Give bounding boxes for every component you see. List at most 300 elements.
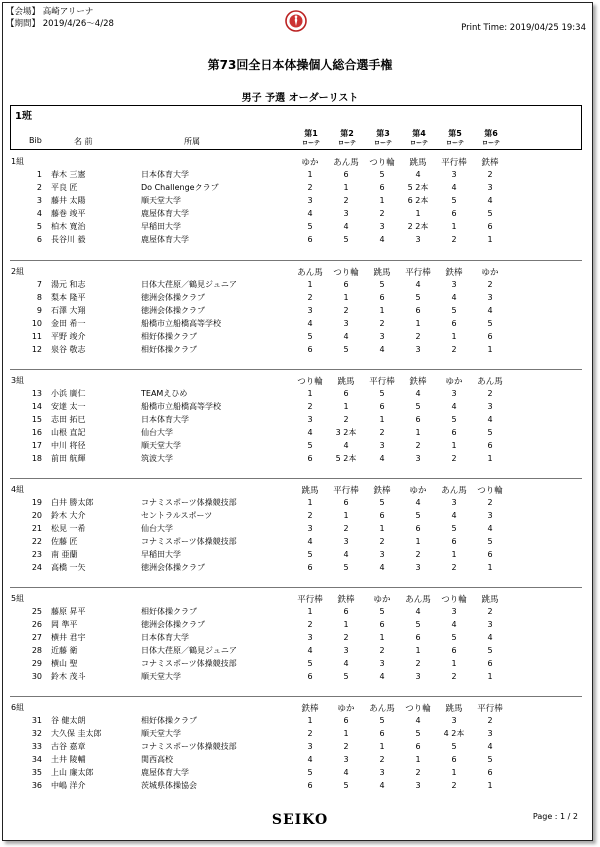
rotation-order: 2 [307, 729, 313, 738]
rotation-order: 3 [379, 550, 385, 559]
rotation-order: 1 [415, 209, 421, 218]
rotation-sub: ローテ [409, 140, 428, 147]
group-name: 4組 [11, 485, 25, 494]
rotation-order: 1 [379, 524, 385, 533]
document-subtitle: 男子 予選 オーダーリスト [241, 93, 359, 104]
athlete-row [0, 561, 600, 574]
rotation-order: 4 [487, 306, 493, 315]
rotation-order: 1 [307, 498, 313, 507]
rotation-order: 2 [415, 768, 421, 777]
rotation-label: 第2 [340, 129, 354, 138]
rotation-order: 1 [451, 768, 457, 777]
rotation-order: 4 [307, 209, 313, 218]
rotation-order: 6 [415, 633, 421, 642]
rotation-order: 2 [343, 524, 349, 533]
apparatus-header: あん馬 [477, 377, 503, 387]
rotation-order: 5 [451, 633, 457, 642]
rotation-order: 4 2本 [443, 729, 465, 738]
rotation-order: 5 [451, 524, 457, 533]
athlete-affiliation: 相好体操クラブ [141, 607, 197, 616]
athlete-row [0, 220, 600, 233]
rotation-order: 2 [487, 607, 493, 616]
athlete-affiliation: 筑波大学 [141, 454, 173, 463]
rotation-order: 3 [379, 332, 385, 341]
athlete-row [0, 452, 600, 465]
rotation-order: 1 [307, 716, 313, 725]
rotation-order: 4 [379, 454, 385, 463]
apparatus-header: 跳馬 [301, 486, 319, 496]
rotation-order: 3 [379, 659, 385, 668]
rotation-order: 3 [487, 620, 493, 629]
athlete-bib: 14 [31, 402, 42, 411]
gymnastics-association-emblem-icon [285, 10, 307, 32]
athlete-affiliation: 順天堂大学 [141, 441, 181, 450]
rotation-order: 2 [379, 537, 385, 546]
athlete-affiliation: 相好体操クラブ [141, 345, 197, 354]
rotation-order: 3 [343, 209, 349, 218]
rotation-order: 1 [379, 742, 385, 751]
rotation-order: 3 [307, 633, 313, 642]
rotation-order: 4 [307, 537, 313, 546]
athlete-name: 藤巻 竣平 [51, 209, 86, 218]
rotation-order: 5 [451, 196, 457, 205]
athlete-name: 古谷 嘉章 [51, 742, 86, 751]
rotation-order: 5 [487, 319, 493, 328]
rotation-order: 5 2本 [335, 454, 357, 463]
rotation-order: 2 [343, 415, 349, 424]
rotation-order: 2 [379, 755, 385, 764]
venue-line [6, 6, 114, 18]
group-separator [10, 260, 582, 261]
rotation-order: 3 [343, 755, 349, 764]
page-number: Page : 1 / 2 [532, 812, 578, 821]
athlete-affiliation: 船橋市立船橋高等学校 [141, 319, 221, 328]
rotation-label: 第6 [484, 129, 498, 138]
apparatus-header: あん馬 [405, 595, 431, 605]
apparatus-header: つり輪 [477, 486, 503, 496]
apparatus-header: ゆか [337, 704, 355, 714]
rotation-order: 5 [343, 235, 349, 244]
athlete-row [0, 522, 600, 535]
apparatus-header: 鉄棒 [373, 486, 391, 496]
athlete-name: 白井 勝太郎 [51, 498, 94, 507]
rotation-order: 3 [487, 511, 493, 520]
rotation-order: 1 [451, 659, 457, 668]
rotation-order: 3 [379, 222, 385, 231]
rotation-order: 3 [379, 441, 385, 450]
athlete-affiliation: 早稲田大学 [141, 222, 181, 231]
rotation-order: 4 [343, 768, 349, 777]
athlete-row [0, 727, 600, 740]
rotation-order: 5 [379, 498, 385, 507]
rotation-order: 4 [451, 511, 457, 520]
rotation-order: 6 [379, 293, 385, 302]
rotation-order: 5 [307, 441, 313, 450]
athlete-affiliation: Do Challengeクラブ [141, 183, 219, 192]
rotation-order: 3 [451, 716, 457, 725]
athlete-affiliation: 鹿屋体育大学 [141, 209, 189, 218]
rotation-order: 4 [415, 389, 421, 398]
rotation-order: 5 [415, 293, 421, 302]
rotation-order: 4 [379, 563, 385, 572]
athlete-name: 佐藤 匠 [51, 537, 78, 546]
rotation-order: 1 [451, 222, 457, 231]
rotation-order: 1 [307, 170, 313, 179]
athlete-bib: 23 [31, 550, 42, 559]
rotation-order: 6 [379, 729, 385, 738]
rotation-order: 4 [487, 196, 493, 205]
venue-name: 高崎アリーナ [42, 7, 94, 17]
venue-label: 【会場】 [6, 7, 41, 17]
rotation-order: 6 [487, 768, 493, 777]
rotation-order: 5 [451, 742, 457, 751]
rotation-order: 2 [343, 306, 349, 315]
rotation-order: 3 [343, 646, 349, 655]
rotation-order: 2 [415, 550, 421, 559]
rotation-order: 6 [343, 170, 349, 179]
rotation-order: 5 [307, 768, 313, 777]
rotation-order: 1 [487, 672, 493, 681]
rotation-order: 4 [379, 781, 385, 790]
athlete-name: 横山 聖 [51, 659, 78, 668]
athlete-row [0, 753, 600, 766]
rotation-order: 5 [487, 428, 493, 437]
rotation-order: 1 [415, 319, 421, 328]
athlete-name: 長谷川 毅 [51, 235, 86, 244]
athlete-name: 金田 希一 [51, 319, 86, 328]
athlete-row [0, 740, 600, 753]
rotation-order: 6 [379, 183, 385, 192]
rotation-order: 2 [379, 428, 385, 437]
rotation-order: 1 [307, 280, 313, 289]
rotation-order: 2 [343, 196, 349, 205]
rotation-order: 6 [343, 280, 349, 289]
rotation-order: 1 [343, 402, 349, 411]
athlete-row [0, 304, 600, 317]
rotation-order: 1 [343, 293, 349, 302]
apparatus-header: 平行棒 [405, 268, 431, 278]
rotation-order: 6 [379, 511, 385, 520]
rotation-order: 5 [379, 389, 385, 398]
rotation-order: 4 [415, 280, 421, 289]
athlete-bib: 5 [36, 222, 42, 231]
rotation-order: 1 [487, 454, 493, 463]
column-affiliation: 所属 [184, 137, 200, 146]
athlete-affiliation: 日体大荏原／鶴見ジュニア [141, 280, 237, 289]
rotation-order: 1 [415, 755, 421, 764]
group-separator [10, 587, 582, 588]
athlete-row [0, 233, 600, 246]
rotation-order: 5 [451, 415, 457, 424]
athlete-name: 高橋 一矢 [51, 563, 86, 572]
rotation-order: 6 [487, 441, 493, 450]
rotation-order: 5 [307, 550, 313, 559]
rotation-order: 2 [379, 209, 385, 218]
rotation-order: 2 [487, 170, 493, 179]
athlete-name: 平良 匠 [51, 183, 78, 192]
apparatus-header: 平行棒 [441, 158, 467, 168]
period-line [6, 18, 114, 30]
athlete-row [0, 644, 600, 657]
athlete-name: 柏木 寛治 [51, 222, 86, 231]
rotation-order: 2 [487, 716, 493, 725]
rotation-order: 4 [451, 183, 457, 192]
rotation-order: 4 [451, 402, 457, 411]
athlete-row [0, 548, 600, 561]
athlete-name: 藤井 太陽 [51, 196, 86, 205]
rotation-order: 3 [487, 402, 493, 411]
athlete-affiliation: 日本体育大学 [141, 633, 189, 642]
rotation-order: 5 [487, 755, 493, 764]
athlete-bib: 10 [31, 319, 42, 328]
period-value: 2019/4/26〜4/28 [42, 19, 114, 29]
rotation-order: 5 2本 [407, 183, 429, 192]
rotation-order: 2 [379, 646, 385, 655]
athlete-row [0, 670, 600, 683]
athlete-name: 鈴木 大介 [51, 511, 86, 520]
rotation-order: 1 [379, 415, 385, 424]
athlete-affiliation: 船橋市立船橋高等学校 [141, 402, 221, 411]
rotation-order: 6 [343, 389, 349, 398]
rotation-order: 1 [451, 332, 457, 341]
print-time-label: Print Time: [461, 23, 508, 33]
apparatus-header: 平行棒 [477, 704, 503, 714]
rotation-order: 6 [451, 537, 457, 546]
apparatus-header: つり輪 [333, 268, 359, 278]
athlete-affiliation: 相好体操クラブ [141, 332, 197, 341]
apparatus-header: 跳馬 [337, 377, 355, 387]
athlete-affiliation: 早稲田大学 [141, 550, 181, 559]
rotation-order: 6 [487, 659, 493, 668]
rotation-order: 4 [487, 633, 493, 642]
athlete-name: 上山 廉太郎 [51, 768, 94, 777]
rotation-order: 6 [451, 755, 457, 764]
athlete-affiliation: TEAMえひめ [141, 389, 188, 398]
athlete-name: 平野 竣介 [51, 332, 86, 341]
rotation-order: 2 [451, 781, 457, 790]
rotation-order: 3 [451, 280, 457, 289]
athlete-row [0, 779, 600, 792]
rotation-order: 5 [343, 563, 349, 572]
section-name: 1班 [15, 111, 32, 122]
rotation-order: 5 [307, 659, 313, 668]
rotation-order: 5 [379, 607, 385, 616]
rotation-order: 6 [343, 716, 349, 725]
rotation-order: 5 [343, 781, 349, 790]
apparatus-header: 鉄棒 [481, 158, 499, 168]
athlete-row [0, 535, 600, 548]
rotation-order: 2 [451, 454, 457, 463]
rotation-order: 1 [487, 345, 493, 354]
rotation-order: 2 [343, 742, 349, 751]
rotation-header [293, 129, 329, 149]
rotation-order: 3 [451, 607, 457, 616]
athlete-bib: 16 [31, 428, 42, 437]
seiko-logo: SEIKO [271, 812, 329, 828]
group-name: 5組 [11, 594, 25, 603]
rotation-order: 6 [343, 607, 349, 616]
apparatus-header: あん馬 [369, 704, 395, 714]
rotation-order: 3 [307, 306, 313, 315]
rotation-order: 2 [307, 402, 313, 411]
athlete-bib: 29 [31, 659, 42, 668]
athlete-name: 松見 一希 [51, 524, 86, 533]
apparatus-header: 鉄棒 [337, 595, 355, 605]
athlete-row [0, 439, 600, 452]
rotation-order: 6 [307, 235, 313, 244]
athlete-name: 山根 直記 [51, 428, 86, 437]
rotation-order: 4 [487, 415, 493, 424]
athlete-bib: 24 [31, 563, 42, 572]
athlete-bib: 1 [36, 170, 42, 179]
athlete-affiliation: 茨城県体操協会 [141, 781, 197, 790]
athlete-name: 湯元 和志 [51, 280, 86, 289]
athlete-bib: 12 [31, 345, 42, 354]
athlete-bib: 31 [31, 716, 42, 725]
rotation-sub: ローテ [445, 140, 464, 147]
rotation-order: 4 [415, 498, 421, 507]
rotation-order: 2 [487, 280, 493, 289]
athlete-bib: 11 [31, 332, 42, 341]
athlete-affiliation: 順天堂大学 [141, 672, 181, 681]
athlete-bib: 6 [36, 235, 42, 244]
athlete-name: 中嶋 洋介 [51, 781, 86, 790]
rotation-order: 6 [487, 550, 493, 559]
rotation-order: 2 [307, 183, 313, 192]
athlete-row [0, 631, 600, 644]
athlete-row [0, 387, 600, 400]
apparatus-header: ゆか [481, 268, 499, 278]
rotation-order: 6 [451, 209, 457, 218]
rotation-order: 4 [379, 672, 385, 681]
rotation-order: 5 [415, 620, 421, 629]
athlete-affiliation: 関西高校 [141, 755, 173, 764]
rotation-order: 2 [379, 319, 385, 328]
athlete-name: 谷 健太朗 [51, 716, 86, 725]
rotation-order: 3 [307, 524, 313, 533]
athlete-affiliation: 順天堂大学 [141, 196, 181, 205]
apparatus-header: 平行棒 [369, 377, 395, 387]
athlete-bib: 25 [31, 607, 42, 616]
rotation-order: 4 [307, 755, 313, 764]
athlete-name: 大久保 圭太郎 [51, 729, 102, 738]
rotation-order: 1 [379, 196, 385, 205]
athlete-row [0, 413, 600, 426]
athlete-row [0, 278, 600, 291]
rotation-order: 5 [415, 402, 421, 411]
group-separator [10, 478, 582, 479]
rotation-order: 4 [379, 345, 385, 354]
athlete-row [0, 766, 600, 779]
rotation-order: 5 [415, 729, 421, 738]
rotation-sub: ローテ [373, 140, 392, 147]
rotation-order: 1 [487, 235, 493, 244]
rotation-sub: ローテ [337, 140, 356, 147]
apparatus-header: つり輪 [405, 704, 431, 714]
athlete-row [0, 343, 600, 356]
rotation-header [473, 129, 509, 149]
apparatus-header: つり輪 [441, 595, 467, 605]
athlete-affiliation: 徳洲会体操クラブ [141, 563, 205, 572]
athlete-bib: 35 [31, 768, 42, 777]
rotation-order: 2 [307, 620, 313, 629]
rotation-order: 3 [487, 183, 493, 192]
rotation-order: 1 [415, 537, 421, 546]
athlete-affiliation: 徳洲会体操クラブ [141, 620, 205, 629]
rotation-order: 1 [487, 781, 493, 790]
rotation-order: 2 [487, 389, 493, 398]
rotation-order: 3 [451, 170, 457, 179]
rotation-order: 6 [307, 563, 313, 572]
rotation-order: 1 [343, 729, 349, 738]
rotation-order: 3 [487, 293, 493, 302]
apparatus-header: 鉄棒 [445, 268, 463, 278]
rotation-order: 2 [451, 235, 457, 244]
athlete-affiliation: 相好体操クラブ [141, 716, 197, 725]
athlete-affiliation: 仙台大学 [141, 428, 173, 437]
rotation-order: 4 [415, 607, 421, 616]
apparatus-header: 跳馬 [373, 268, 391, 278]
rotation-order: 1 [343, 183, 349, 192]
rotation-order: 3 [415, 345, 421, 354]
rotation-order: 6 [343, 498, 349, 507]
rotation-label: 第3 [376, 129, 390, 138]
athlete-name: 小浜 廣仁 [51, 389, 86, 398]
rotation-order: 6 [379, 402, 385, 411]
athlete-name: 近藤 衛 [51, 646, 78, 655]
athlete-name: 岡 準平 [51, 620, 78, 629]
apparatus-header: あん馬 [333, 158, 359, 168]
rotation-order: 1 [343, 620, 349, 629]
rotation-order: 6 [379, 620, 385, 629]
apparatus-header: 平行棒 [297, 595, 323, 605]
athlete-bib: 13 [31, 389, 42, 398]
athlete-name: 土井 陵輔 [51, 755, 86, 764]
athlete-affiliation: コナミスポーツ体操競技部 [141, 498, 237, 507]
rotation-order: 1 [415, 646, 421, 655]
group-name: 3組 [11, 376, 25, 385]
rotation-order: 5 [343, 345, 349, 354]
apparatus-header: つり輪 [297, 377, 323, 387]
group-separator [10, 369, 582, 370]
athlete-bib: 34 [31, 755, 42, 764]
rotation-order: 6 [451, 319, 457, 328]
rotation-order: 1 [343, 511, 349, 520]
column-name: 名 前 [74, 137, 93, 146]
apparatus-header: ゆか [373, 595, 391, 605]
athlete-row [0, 330, 600, 343]
rotation-order: 1 [379, 306, 385, 315]
athlete-bib: 32 [31, 729, 42, 738]
rotation-order: 3 [307, 742, 313, 751]
athlete-affiliation: 徳洲会体操クラブ [141, 306, 205, 315]
athlete-bib: 22 [31, 537, 42, 546]
rotation-order: 3 [379, 768, 385, 777]
rotation-label: 第1 [304, 129, 318, 138]
rotation-order: 1 [307, 607, 313, 616]
apparatus-header: ゆか [301, 158, 319, 168]
rotation-order: 6 [451, 646, 457, 655]
athlete-row [0, 168, 600, 181]
athlete-bib: 7 [36, 280, 42, 289]
athlete-name: 前田 航輝 [51, 454, 86, 463]
athlete-bib: 18 [31, 454, 42, 463]
rotation-order: 5 [307, 222, 313, 231]
rotation-order: 4 [343, 550, 349, 559]
athlete-bib: 21 [31, 524, 42, 533]
athlete-name: 春木 三憲 [51, 170, 86, 179]
rotation-order: 3 [415, 563, 421, 572]
